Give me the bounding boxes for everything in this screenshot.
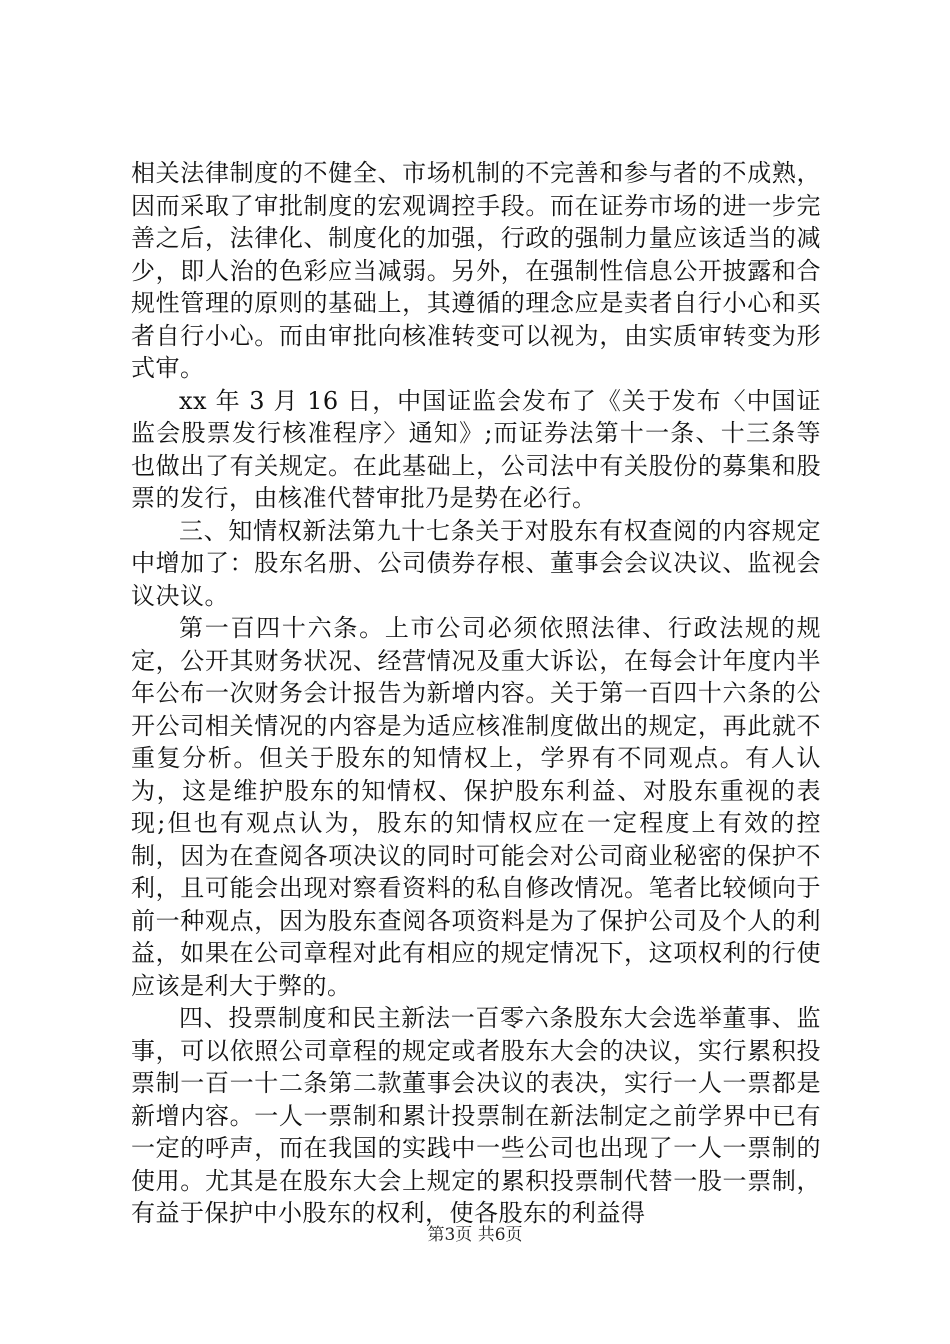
paragraph-1: 相关法律制度的不健全、市场机制的不完善和参与者的不成熟，因而采取了审批制度的宏观调控手段。而在证券市场的进一步完善之后，法律化、制度化的加强，行政的强制力量应该适当的减少，即人治的色彩应当减弱。另外，在强制性信息公开披露和合规性管理的原则的基础上，其遵循的理念应是卖者自行小心和买者自行小心。而由审批向核准转变可以视为，由实质审转变为形式审。 — [131, 159, 821, 382]
paragraph-3: 三、知情权新法第九十七条关于对股东有权查阅的内容规定中增加了：股东名册、公司债券存根、董事会会议决议、监视会议决议。 — [131, 516, 821, 610]
paragraph-5: 四、投票制度和民主新法一百零六条股东大会选举董事、监事，可以依照公司章程的规定或者股东大会的决议，实行累积投票制一百一十二条第二款董事会决议的表决，实行一人一票都是新增内容。一人一票制和累计投票制在新法制定之前学界中已有一定的呼声，而在我国的实践中一些公司也出现了一人一票制的使用。尤其是在股东大会上规定的累积投票制代替一股一票制，有益于保护中小股东的权利，使各股东的利益得 — [131, 1004, 821, 1227]
paragraph-2: xx 年 3 月 16 日，中国证监会发布了《关于发布〈中国证监会股票发行核准程序〉通知》;而证券法第十一条、十三条等也做出了有关规定。在此基础上，公司法中有关股份的募集和股票的发行，由核准代替审批乃是势在必行。 — [131, 386, 821, 512]
page-footer: 第3页 共6页 — [427, 1225, 523, 1245]
paragraph-4: 第一百四十六条。上市公司必须依照法律、行政法规的规定，公开其财务状况、经营情况及重大诉讼，在每会计年度内半年公布一次财务会计报告为新增内容。关于第一百四十六条的公开公司相关情况的内容是为适应核准制度做出的规定，再此就不重复分析。但关于股东的知情权上，学界有不同观点。有人认为，这是维护股东的知情权、保护股东利益、对股东重视的表现;但也有观点认为，股东的知情权应在一定程度上有效的控制，因为在查阅各项决议的同时可能会对公司商业秘密的保护不利，且可能会出现对察看资料的私自修改情况。笔者比较倾向于前一种观点，因为股东查阅各项资料是为了保护公司及个人的利益，如果在公司章程对此有相应的规定情况下，这项权利的行使应该是利大于弊的。 — [131, 614, 821, 1000]
document-body — [131, 157, 821, 1230]
